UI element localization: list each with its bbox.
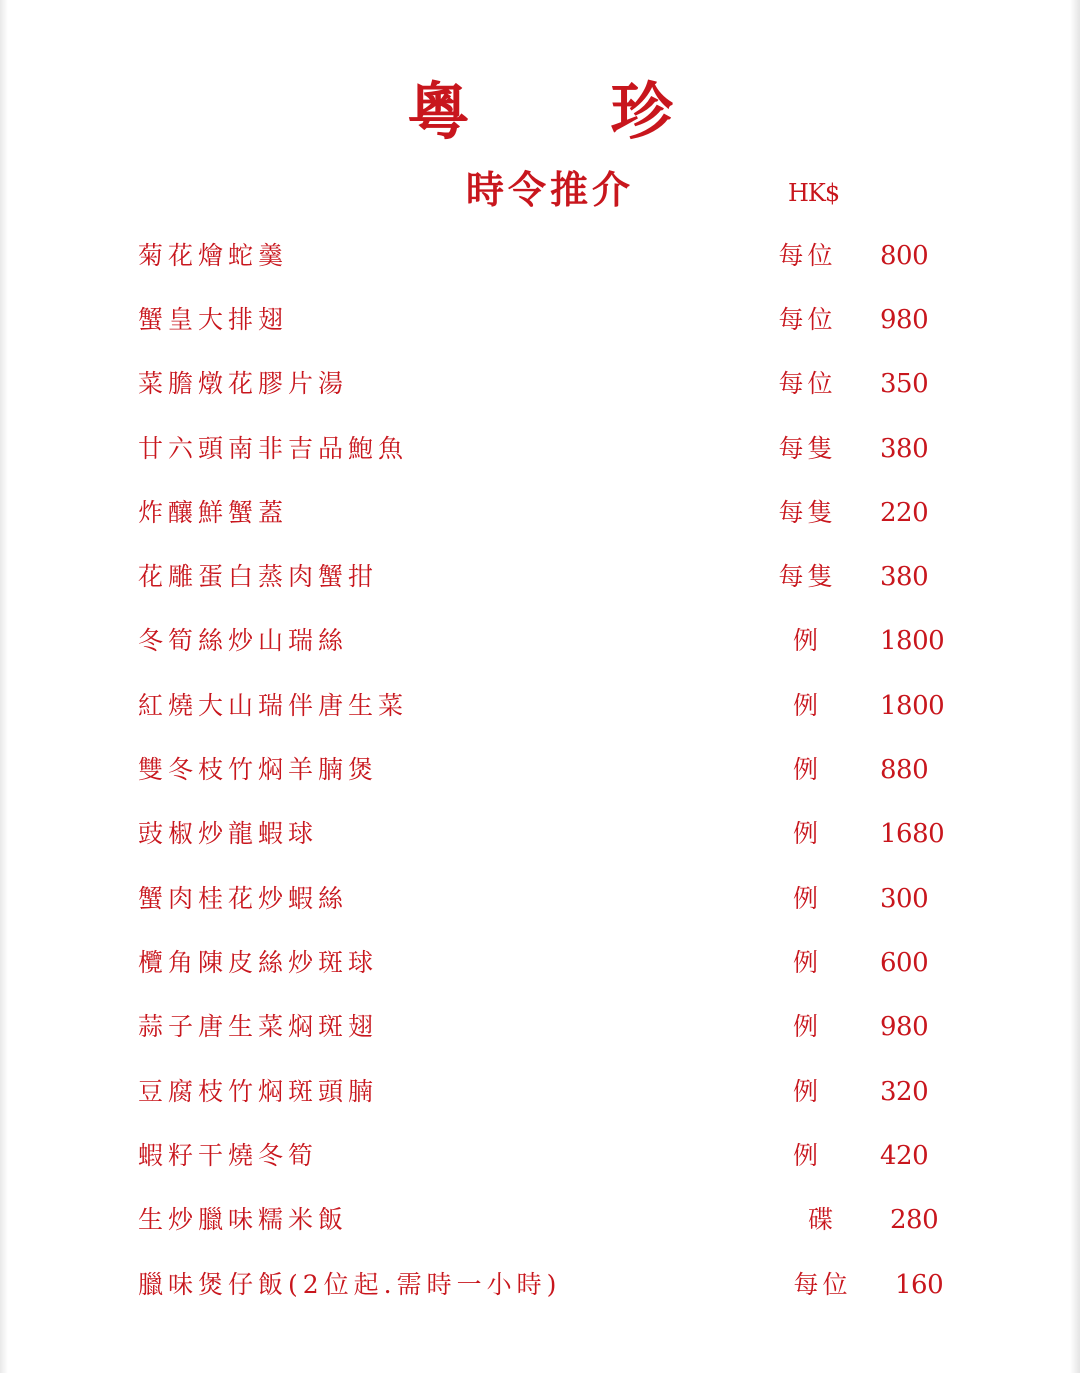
menu-row: [0, 812, 1080, 856]
dish-name: 欖角陳皮絲炒斑球: [138, 948, 379, 977]
dish-price: 600: [880, 948, 929, 978]
dish-name: 生炒臘味糯米飯: [138, 1205, 349, 1234]
dish-name: 雙冬枝竹焖羊腩煲: [138, 755, 379, 784]
dish-price: 220: [880, 498, 929, 528]
menu-row: [0, 555, 1080, 599]
dish-name: 廿六頭南非吉品鮑魚: [138, 434, 409, 463]
menu-row: [0, 619, 1080, 663]
serving-unit: 每隻: [778, 498, 837, 527]
serving-unit: 例: [792, 819, 822, 848]
menu-subtitle: 時令推介: [466, 167, 635, 212]
dish-price: 160: [895, 1270, 944, 1300]
dish-name: 菜膽燉花膠片湯: [138, 369, 349, 398]
dish-price: 1680: [880, 819, 945, 849]
dish-name: 臘味煲仔飯(2位起.需時一小時): [138, 1270, 562, 1299]
menu-row: [0, 427, 1080, 471]
menu-row: [0, 362, 1080, 406]
menu-row: [0, 748, 1080, 792]
serving-unit: 每隻: [778, 434, 837, 463]
menu-row: [0, 1134, 1080, 1178]
dish-price: 300: [880, 884, 929, 914]
serving-unit: 例: [792, 1012, 822, 1041]
menu-row: [0, 877, 1080, 921]
serving-unit: 每位: [778, 369, 837, 398]
dish-name: 豆腐枝竹焖斑頭腩: [138, 1077, 379, 1106]
dish-name: 蒜子唐生菜焖斑翅: [138, 1012, 379, 1041]
dish-price: 350: [880, 369, 929, 399]
dish-name: 紅燒大山瑞伴唐生菜: [138, 691, 409, 720]
dish-price: 980: [880, 1012, 929, 1042]
serving-unit: 例: [792, 884, 822, 913]
dish-name: 冬筍絲炒山瑞絲: [138, 626, 349, 655]
dish-name: 蝦籽干燒冬筍: [138, 1141, 319, 1170]
serving-unit: 例: [792, 755, 822, 784]
dish-price: 420: [880, 1141, 929, 1171]
serving-unit: 每位: [778, 305, 837, 334]
dish-name: 蟹肉桂花炒蝦絲: [138, 884, 349, 913]
serving-unit: 例: [792, 1077, 822, 1106]
currency-label: HK$: [788, 179, 840, 207]
dish-price: 380: [880, 434, 929, 464]
dish-name: 蟹皇大排翅: [138, 305, 289, 334]
dish-name: 菊花燴蛇羹: [138, 241, 289, 270]
serving-unit: 每位: [793, 1270, 852, 1299]
serving-unit: 每位: [778, 241, 837, 270]
serving-unit: 每隻: [778, 562, 837, 591]
menu-row: [0, 1198, 1080, 1242]
dish-price: 880: [880, 755, 929, 785]
menu-row: [0, 1263, 1080, 1307]
menu-row: [0, 941, 1080, 985]
dish-price: 1800: [880, 626, 945, 656]
dish-price: 280: [890, 1205, 939, 1235]
dish-price: 320: [880, 1077, 929, 1107]
menu-row: [0, 1005, 1080, 1049]
serving-unit: 碟: [807, 1205, 837, 1234]
dish-name: 炸釀鮮蟹蓋: [138, 498, 289, 527]
dish-price: 800: [880, 241, 929, 271]
menu-row: [0, 491, 1080, 535]
serving-unit: 例: [792, 691, 822, 720]
dish-price: 980: [880, 305, 929, 335]
dish-price: 380: [880, 562, 929, 592]
serving-unit: 例: [792, 948, 822, 977]
menu-row: [0, 684, 1080, 728]
dish-name: 花雕蛋白蒸肉蟹拑: [138, 562, 379, 591]
menu-row: [0, 1070, 1080, 1114]
serving-unit: 例: [792, 1141, 822, 1170]
serving-unit: 例: [792, 626, 822, 655]
menu-row: [0, 234, 1080, 278]
dish-price: 1800: [880, 691, 945, 721]
dish-name: 豉椒炒龍蝦球: [138, 819, 319, 848]
restaurant-title: 粵 珍: [407, 75, 733, 148]
menu-row: [0, 298, 1080, 342]
